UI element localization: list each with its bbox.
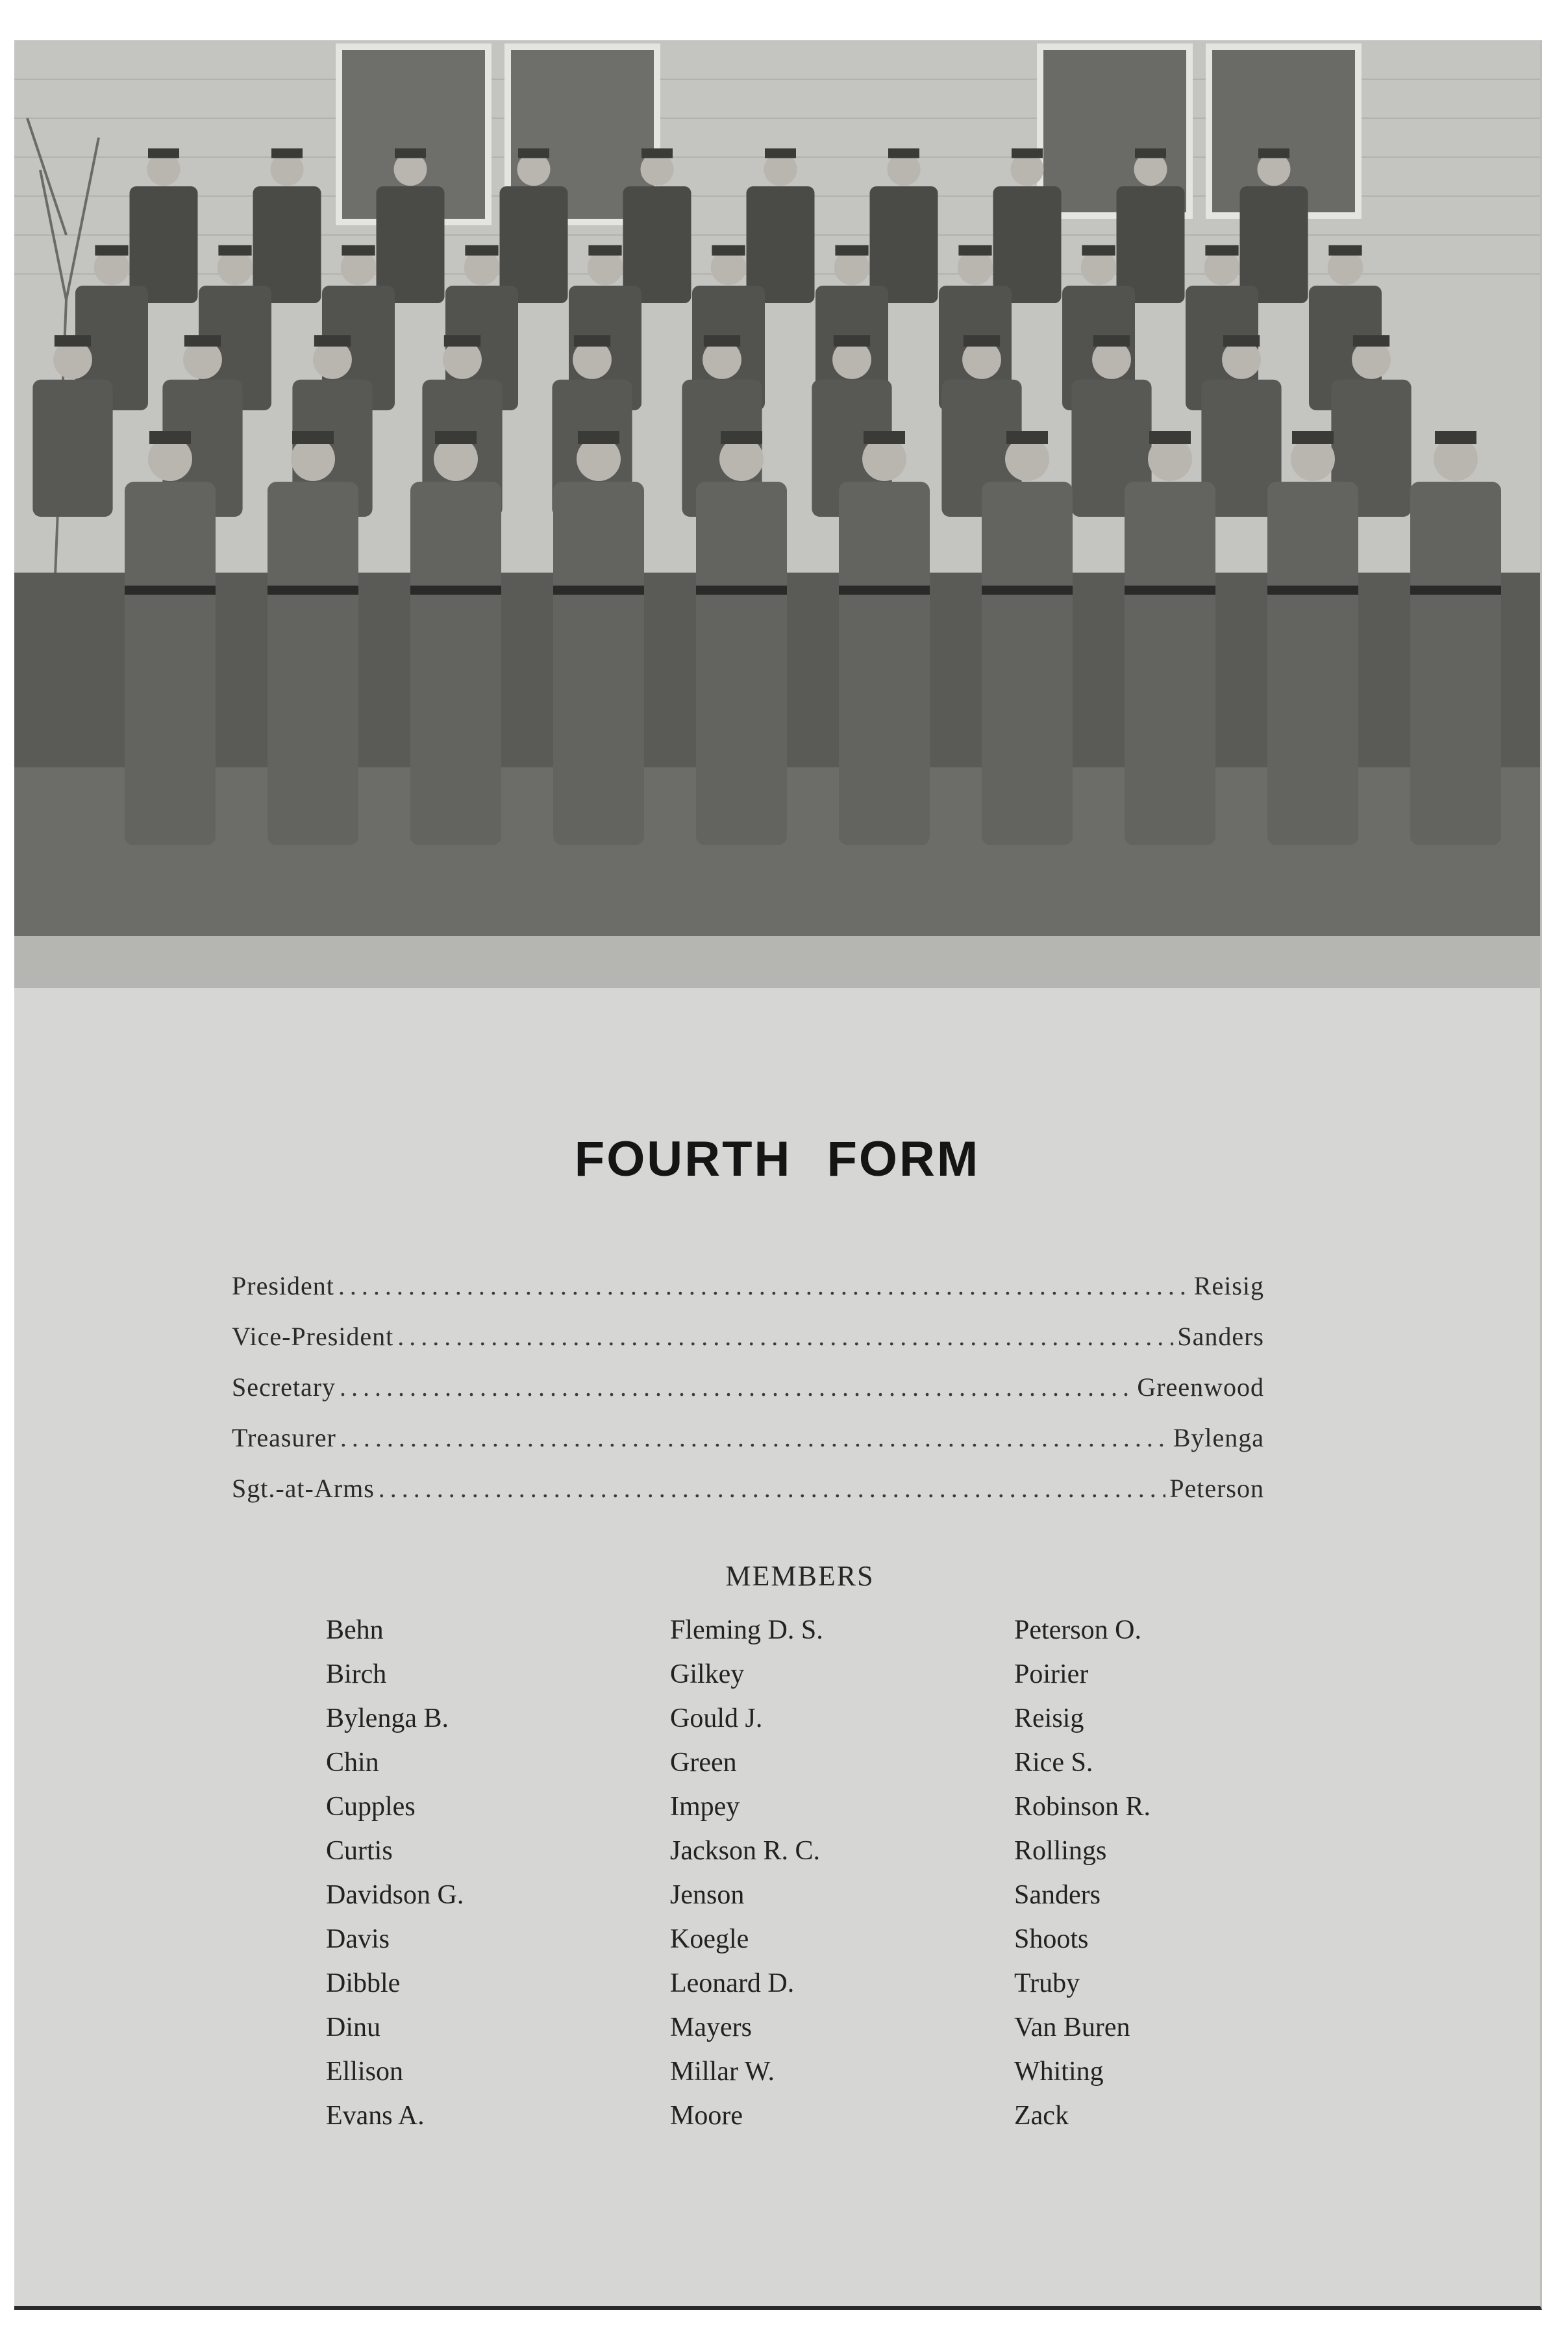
member-name: Poirier — [1014, 1659, 1089, 1689]
cadet-cap — [721, 431, 762, 444]
cadet-figure — [1267, 482, 1358, 845]
cadet-cap — [148, 149, 179, 158]
cadet-cap — [1292, 431, 1334, 444]
cadet-cap — [588, 245, 621, 256]
cadet-cap — [1435, 431, 1476, 444]
member-name: Dinu — [326, 2013, 380, 2042]
cadet-figure — [1125, 482, 1215, 845]
member-name: Gould J. — [670, 1704, 763, 1733]
member-name: Robinson R. — [1014, 1792, 1151, 1822]
cadet-figure — [696, 482, 787, 845]
member-name: Moore — [670, 2101, 743, 2131]
cadet-cap — [1258, 149, 1289, 158]
member-name: Jenson — [670, 1880, 745, 1910]
cadet-figure — [410, 482, 501, 845]
cadet-cap — [835, 245, 868, 256]
member-name: Davidson G. — [326, 1880, 464, 1910]
cadet-belt — [125, 586, 216, 595]
cadet-cap — [958, 245, 991, 256]
officer-name: Peterson — [1169, 1474, 1264, 1503]
dot-leader — [340, 1372, 1133, 1402]
officer-name: Sanders — [1177, 1322, 1264, 1351]
member-name: Behn — [326, 1615, 384, 1645]
cadet-belt — [982, 586, 1073, 595]
member-name: Fleming D. S. — [670, 1615, 823, 1645]
officer-row-vice-president — [232, 1321, 1264, 1372]
officer-name: Greenwood — [1137, 1372, 1264, 1402]
cadet-figure — [268, 482, 358, 845]
cadet-cap — [1082, 245, 1115, 256]
cadet-figure — [982, 482, 1073, 845]
members-column-2 — [670, 1615, 1014, 2144]
officer-role: President — [232, 1271, 334, 1300]
member-name: Rice S. — [1014, 1748, 1093, 1778]
cadet-figure — [839, 482, 930, 845]
dot-leader — [379, 1473, 1165, 1504]
member-name: Reisig — [1014, 1704, 1084, 1733]
cadet-belt — [1125, 586, 1215, 595]
cadet-figure — [553, 482, 644, 845]
cadet-cap — [1135, 149, 1166, 158]
cadet-cap — [641, 149, 673, 158]
cadet-belt — [1267, 586, 1358, 595]
officer-role: Vice-President — [232, 1322, 394, 1351]
cadet-belt — [268, 586, 358, 595]
cadet-cap — [444, 335, 480, 347]
member-name: Evans A. — [326, 2101, 425, 2131]
cadet-cap — [518, 149, 549, 158]
officer-role: Secretary — [232, 1372, 336, 1402]
member-name: Van Buren — [1014, 2013, 1130, 2042]
dot-leader — [397, 1321, 1173, 1352]
member-name: Whiting — [1014, 2057, 1104, 2087]
officers-list — [232, 1271, 1264, 1524]
cadet-belt — [839, 586, 930, 595]
member-name: Zack — [1014, 2101, 1069, 2131]
member-name: Millar W. — [670, 2057, 775, 2087]
member-name: Birch — [326, 1659, 387, 1689]
dot-leader — [340, 1422, 1169, 1453]
member-name: Ellison — [326, 2057, 404, 2087]
cadet-cap — [1328, 245, 1362, 256]
cadet-cap — [864, 431, 905, 444]
cadet-cap — [834, 335, 870, 347]
officer-role: Sgt.-at-Arms — [232, 1474, 375, 1503]
member-name: Rollings — [1014, 1836, 1107, 1866]
member-name: Bylenga B. — [326, 1704, 449, 1733]
member-name: Chin — [326, 1748, 379, 1778]
member-name: Davis — [326, 1924, 390, 1954]
officer-row-secretary — [232, 1372, 1264, 1422]
cadet-belt — [1410, 586, 1501, 595]
yearbook-page — [14, 40, 1542, 2310]
officer-name: Bylenga — [1173, 1423, 1264, 1452]
page-title: FOURTH FORM — [574, 1132, 980, 1187]
cadet-belt — [410, 586, 501, 595]
cadet-cap — [964, 335, 1000, 347]
dot-leader — [338, 1271, 1190, 1301]
member-name: Peterson O. — [1014, 1615, 1141, 1645]
cadet-cap — [1149, 431, 1191, 444]
cadet-figure — [1410, 482, 1501, 845]
cadet-cap — [1006, 431, 1048, 444]
cadet-belt — [553, 586, 644, 595]
cadet-cap — [395, 149, 426, 158]
members-column-1 — [326, 1615, 670, 2144]
member-name: Shoots — [1014, 1924, 1089, 1954]
cadet-cap — [271, 149, 303, 158]
cadet-figure — [32, 380, 112, 517]
cadet-cap — [55, 335, 91, 347]
cadet-cap — [184, 335, 221, 347]
cadet-cap — [1093, 335, 1130, 347]
cadet-figure — [125, 482, 216, 845]
cadet-cap — [465, 245, 498, 256]
cadet-cap — [704, 335, 740, 347]
member-name: Green — [670, 1748, 737, 1778]
member-name: Truby — [1014, 1968, 1080, 1998]
group-photo — [14, 40, 1540, 988]
cadet-cap — [712, 245, 745, 256]
cadet-cap — [149, 431, 191, 444]
cadet-cap — [342, 245, 375, 256]
cadet-cap — [1205, 245, 1238, 256]
officer-row-treasurer — [232, 1422, 1264, 1473]
officer-role: Treasurer — [232, 1423, 336, 1452]
officer-row-president — [232, 1271, 1264, 1321]
member-name: Leonard D. — [670, 1968, 795, 1998]
cadet-cap — [218, 245, 251, 256]
member-name: Cupples — [326, 1792, 416, 1822]
members-column-3 — [1014, 1615, 1358, 2144]
officer-row-sgt-at-arms — [232, 1473, 1264, 1524]
cadet-cap — [314, 335, 351, 347]
cadet-cap — [435, 431, 477, 444]
cadet-cap — [1223, 335, 1260, 347]
member-name: Sanders — [1014, 1880, 1101, 1910]
member-name: Jackson R. C. — [670, 1836, 820, 1866]
cadet-cap — [95, 245, 128, 256]
member-name: Impey — [670, 1792, 740, 1822]
member-name: Curtis — [326, 1836, 393, 1866]
member-name: Dibble — [326, 1968, 401, 1998]
member-name: Mayers — [670, 2013, 752, 2042]
cadet-cap — [1012, 149, 1043, 158]
member-name: Gilkey — [670, 1659, 745, 1689]
cadet-cap — [574, 335, 610, 347]
cadet-cap — [292, 431, 334, 444]
cadet-belt — [696, 586, 787, 595]
cadet-cap — [1353, 335, 1389, 347]
cadet-cap — [888, 149, 919, 158]
members-list — [326, 1615, 1358, 2144]
members-heading: MEMBERS — [725, 1560, 875, 1592]
cadet-cap — [765, 149, 796, 158]
cadet-cap — [578, 431, 619, 444]
member-name: Koegle — [670, 1924, 749, 1954]
officer-name: Reisig — [1193, 1271, 1264, 1300]
